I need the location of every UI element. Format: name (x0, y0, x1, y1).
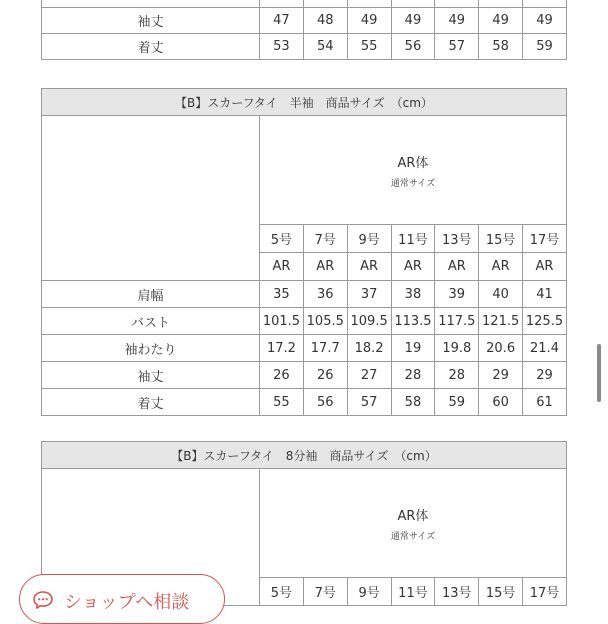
table-row (42, 389, 567, 416)
table-row (42, 281, 567, 308)
cell: 55 (347, 34, 391, 60)
table-title-row (42, 442, 567, 469)
cell: 28 (391, 362, 435, 389)
row-label: 着丈 (42, 34, 260, 60)
cell: 113.5 (391, 308, 435, 335)
cell: 53 (260, 34, 304, 60)
table-row (42, 308, 567, 335)
cell: 26 (260, 362, 304, 389)
size-header: 5号 (260, 225, 304, 253)
fit-cell: AR (391, 253, 435, 281)
size-header: 7号 (303, 225, 347, 253)
fit-cell: AR (260, 253, 304, 281)
cell: 41 (523, 281, 567, 308)
table-row (42, 0, 567, 8)
cell: 54 (303, 34, 347, 60)
cell: 26 (303, 362, 347, 389)
fit-cell: AR (523, 253, 567, 281)
fit-cell: AR (435, 253, 479, 281)
cell: 117.5 (435, 308, 479, 335)
cell: 59 (523, 34, 567, 60)
row-label: 袖わたり (42, 335, 260, 362)
size-table-top (41, 0, 567, 60)
cell: 40 (479, 281, 523, 308)
cell: 49 (391, 8, 435, 34)
size-header: 5号 (260, 578, 304, 606)
row-label: 着丈 (42, 389, 260, 416)
cell: 121.5 (479, 308, 523, 335)
cell: 36 (303, 281, 347, 308)
fit-cell: AR (347, 253, 391, 281)
size-header: 13号 (435, 578, 479, 606)
cell: 18.2 (347, 335, 391, 362)
cell: 101.5 (260, 308, 304, 335)
body-type-label: AR体 (397, 508, 429, 524)
table-row (42, 34, 567, 60)
table-title: 【B】スカーフタイ 8分袖 商品サイズ （cm） (42, 442, 567, 469)
cell: 39 (435, 281, 479, 308)
cell: 17.2 (260, 335, 304, 362)
table-title: 【B】スカーフタイ 半袖 商品サイズ （cm） (42, 89, 567, 116)
body-type-cell (260, 469, 567, 578)
cell: 55 (260, 389, 304, 416)
body-type-cell (260, 116, 567, 225)
size-header: 15号 (479, 578, 523, 606)
size-header: 11号 (391, 578, 435, 606)
row-label: 肩幅 (42, 281, 260, 308)
row-label (42, 0, 260, 8)
cell: 59 (435, 389, 479, 416)
scrollbar[interactable] (597, 344, 601, 402)
row-label: 袖丈 (42, 8, 260, 34)
cell: 61 (523, 389, 567, 416)
cell: 58 (479, 34, 523, 60)
size-header: 9号 (347, 225, 391, 253)
size-header: 13号 (435, 225, 479, 253)
body-type-sub: 通常サイズ (390, 531, 436, 542)
body-type-label: AR体 (397, 155, 429, 171)
fit-cell: AR (303, 253, 347, 281)
cell: 20.6 (479, 335, 523, 362)
chat-bubble-icon (32, 590, 54, 610)
cell: 125.5 (523, 308, 567, 335)
cell: 109.5 (347, 308, 391, 335)
body-type-row (42, 469, 567, 578)
cell: 48 (303, 8, 347, 34)
cell: 47 (260, 8, 304, 34)
cell: 60 (479, 389, 523, 416)
shop-consult-label: ショップへ相談 (64, 592, 190, 613)
cell: 27 (347, 362, 391, 389)
size-header: 11号 (391, 225, 435, 253)
size-header: 7号 (303, 578, 347, 606)
cell: 37 (347, 281, 391, 308)
table-row (42, 362, 567, 389)
cell: 19 (391, 335, 435, 362)
cell: 29 (523, 362, 567, 389)
size-header: 9号 (347, 578, 391, 606)
cell: 28 (435, 362, 479, 389)
cell: 49 (523, 8, 567, 34)
size-header: 17号 (523, 225, 567, 253)
cell: 56 (391, 34, 435, 60)
size-header: 15号 (479, 225, 523, 253)
cell: 49 (479, 8, 523, 34)
body-type-row (42, 116, 567, 225)
cell: 58 (391, 389, 435, 416)
cell: 57 (347, 389, 391, 416)
table-title-row (42, 89, 567, 116)
fit-cell: AR (479, 253, 523, 281)
cell: 38 (391, 281, 435, 308)
body-type-sub: 通常サイズ (390, 178, 436, 189)
cell: 105.5 (303, 308, 347, 335)
row-label: 袖丈 (42, 362, 260, 389)
cell: 17.7 (303, 335, 347, 362)
cell: 49 (435, 8, 479, 34)
cell: 35 (260, 281, 304, 308)
size-table-short-sleeve (41, 88, 567, 416)
table-row (42, 335, 567, 362)
table-row (42, 8, 567, 34)
shop-consult-button[interactable] (19, 574, 225, 624)
cell: 49 (347, 8, 391, 34)
cell: 29 (479, 362, 523, 389)
cell: 19.8 (435, 335, 479, 362)
size-header: 17号 (523, 578, 567, 606)
cell: 57 (435, 34, 479, 60)
cell: 21.4 (523, 335, 567, 362)
row-label: バスト (42, 308, 260, 335)
cell: 56 (303, 389, 347, 416)
corner-cell (42, 116, 260, 281)
